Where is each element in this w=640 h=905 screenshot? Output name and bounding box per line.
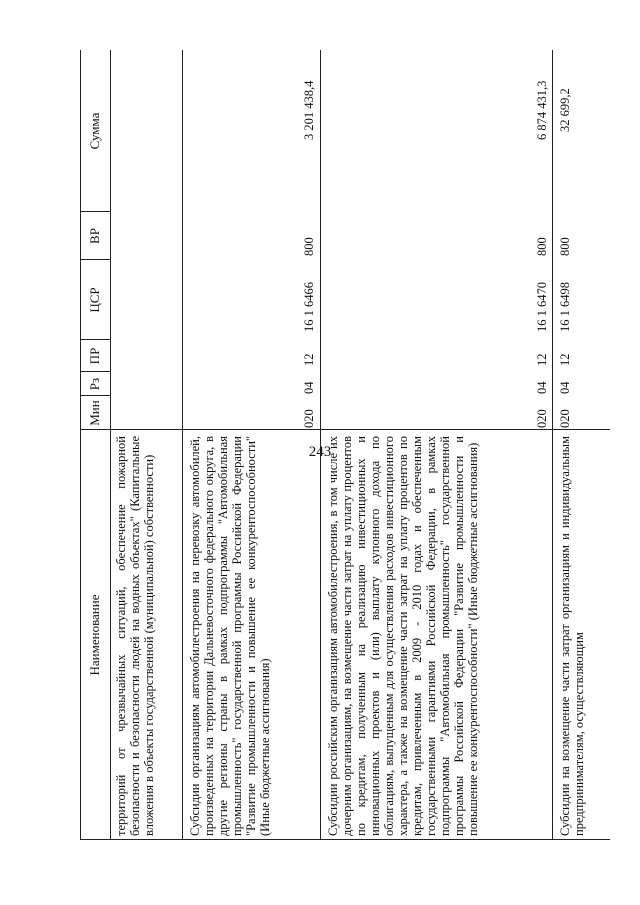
page-number: 243 [308,444,332,460]
header-sum [80,50,111,212]
row-4-vr: 800 [558,237,572,256]
row-4-name: Субсидии на возмещение части затрат организациям и индивидуальным предпринимателям, осуществляющим [558,436,586,836]
header-csr-label: ЦСР [87,287,102,313]
header-csr [80,259,111,340]
row-3-rz: 04 [535,381,549,394]
row-3-name: Субсидии российским организациям автомобилестроения, в том числе их дочерним организациям, на возмещение части затрат на уплату процентов по кредитам, полученным на реализацию инвестиционных и инновационных проектов и (или) выплату купонного дохода по облигациям, выпущенным для осуществления расходов инвестиционного характера, а также на возмещение части затрат на уплату процентов по кредитам, привлеченным в 2009 - 2010 годах и обеспеченным государственными гарантиями Российской Федерации, в рамках подпрограммы "Автомобильная промышленность" государственной программы Российской Федерации "Развитие промышленности и повышение ее конкурентоспособности" (Иные бюджетные ассигнования) [326,436,480,836]
header-min [80,395,111,430]
header-sum-label: Сумма [87,112,102,150]
row-divider [552,50,553,840]
row-3-sum: 6 874 431,3 [535,80,549,140]
header-pr-label: ПР [87,347,102,365]
header-name-label: Наименование [87,594,102,676]
header-rz-label: Рз [87,377,102,391]
header-name [80,429,111,840]
row-4-min: 020 [558,409,572,428]
row-2-min: 020 [302,409,316,428]
row-divider [182,50,183,840]
row-4-csr: 16 1 6498 [558,282,572,332]
row-3-pr: 12 [535,353,549,366]
row-4-rz: 04 [558,381,572,394]
header-rz [80,371,111,396]
row-2-name: Субсидии организациям автомобилестроения на перевозку автомобилей, произведенных на территории Дальневосточного федерального округа, в другие регионы страны в рамках подпрограммы "Автомобильная промышленность" государственной программы Российской Федерации "Развитие промышленности и повышение ее конкурентоспособности" (Иные бюджетные ассигнования) [188,436,272,836]
row-4-pr: 12 [558,353,572,366]
header-vr [80,211,111,260]
row-3-min: 020 [535,409,549,428]
row-2-sum: 3 201 438,4 [302,80,316,140]
row-1-name: территорий от чрезвычайных ситуаций, обеспечение пожарной безопасности и безопасности людей на водных объектах" (Капитальные вложения в объекты государственной (муниципальной) собственности) [114,436,156,836]
row-2-rz: 04 [302,381,316,394]
header-vr-label: ВР [87,228,102,244]
row-3-csr: 16 1 6470 [535,282,549,332]
header-pr [80,339,111,372]
header-min-label: Мин [87,400,102,426]
row-2-csr: 16 1 6466 [302,282,316,332]
row-4-sum: 32 699,2 [558,88,572,132]
row-divider [320,50,321,840]
row-2-vr: 800 [302,237,316,256]
row-2-pr: 12 [302,353,316,366]
column-divider [110,429,610,430]
budget-table [80,50,610,840]
table-border-left [80,839,610,840]
row-3-vr: 800 [535,237,549,256]
